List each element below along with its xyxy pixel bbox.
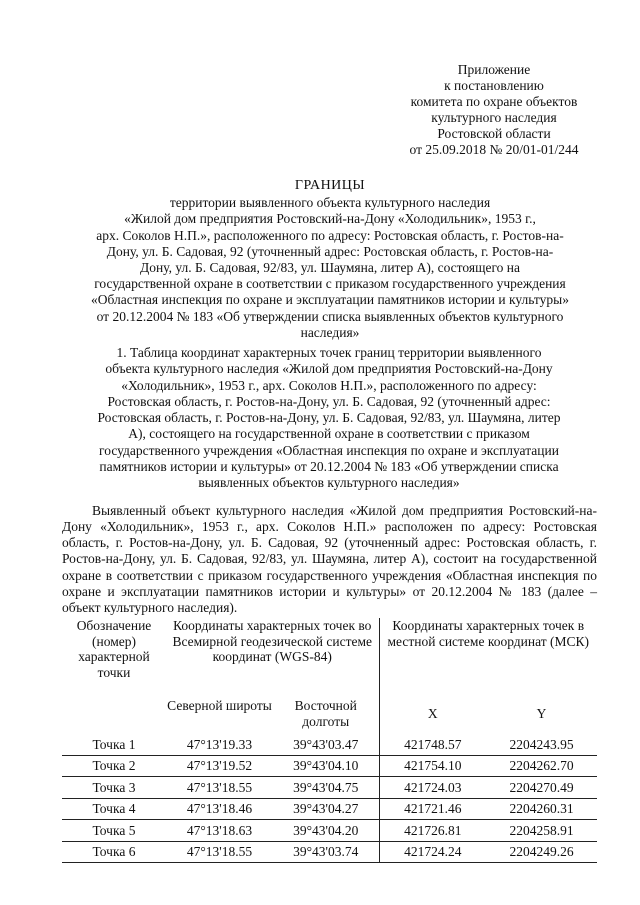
cell-y: 2204243.95 (486, 734, 597, 755)
cell-y: 2204260.31 (486, 798, 597, 820)
cell-lon: 39°43'03.74 (273, 841, 379, 863)
table-row (62, 798, 597, 820)
cell-y: 2204258.91 (486, 820, 597, 842)
cell-lon: 39°43'04.75 (273, 777, 379, 799)
subheader-x: X (379, 694, 486, 734)
table-row (62, 734, 597, 755)
table-row (62, 755, 597, 777)
section-line: государственного учреждения «Областная инспекция по охране и эксплуатации (99, 442, 559, 458)
cell-lon: 39°43'03.47 (273, 734, 379, 755)
header-point: Обозначение (номер) характерной точки (76, 618, 152, 680)
coordinates-table (62, 618, 597, 863)
section-line: памятников истории и культуры» от 20.12.2004 № 183 «Об утверждении списка (99, 459, 559, 475)
cell-lat: 47°13'18.55 (166, 841, 273, 863)
title-line: Дону, ул. Б. Садовая, 92 (уточненный адрес: Ростовская область, г. Ростов-на- (106, 243, 554, 259)
title-line: государственной охране в соответствии с приказом государственного учреждения (94, 276, 566, 292)
section-line: Ростовская область, г. Ростов-на-Дону, ул. Б. Садовая, 92/83, ул. Шаумяна, литер (97, 410, 561, 426)
title-line: «Жилой дом предприятия Ростовский-на-Дону «Холодильник», 1953 г., (124, 211, 536, 227)
cell-x: 421754.10 (379, 755, 486, 777)
cell-lon: 39°43'04.20 (273, 820, 379, 842)
cell-x: 421724.03 (379, 777, 486, 799)
table-row (62, 841, 597, 863)
title-line: от 20.12.2004 № 183 «Об утверждении списка выявленных объектов культурного (96, 308, 564, 324)
cell-point: Точка 3 (62, 777, 166, 799)
cell-point: Точка 1 (62, 734, 166, 755)
header-wgs: Координаты характерных точек во Всемирной геодезической системе координат (WGS-84) (172, 618, 372, 664)
annex-line: к постановлению (444, 78, 544, 93)
section-line: выявленных объектов культурного наследия» (198, 475, 460, 491)
header-msk: Координаты характерных точек в местной системе координат (МСК) (379, 618, 597, 694)
title-line: наследия» (300, 324, 360, 340)
cell-y: 2204262.70 (486, 755, 597, 777)
section-line: «Холодильник», 1953 г., арх. Соколов Н.П.», расположенного по адресу: (121, 377, 537, 393)
body-paragraph: Выявленный объект культурного наследия «Жилой дом предприятия Ростовский-на-Дону «Холодильник», 1953 г., арх. Соколов Н.П.» расположен по адресу: Ростовская область, г. Ростов-на-Дону, ул. Б. Садовая, 92 (уточненный адрес: Ростовская область, г. Ростов-на-Дону, ул. Б. Садовая, 92/83, ул. Шаумяна, литер А), состоит на государственной охране в соответствии с приказом государственного учреждения «Областная инспекция по охране и эксплуатации памятников истории и культуры» от 20.12.2004 № 183 (далее – объект культурного наследия). (62, 502, 597, 616)
annex-line: комитета по охране объектов (410, 94, 578, 109)
section-heading (62, 345, 596, 492)
title-line: «Областная инспекция по охране и эксплуатации памятников истории и культуры» (91, 292, 569, 308)
cell-lat: 47°13'19.33 (166, 734, 273, 755)
title-heading: ГРАНИЦЫ (294, 178, 366, 193)
title-line: арх. Соколов Н.П.», расположенного по адресу: Ростовская область, г. Ростов-на- (96, 227, 564, 243)
annex-header (396, 62, 592, 158)
table-header-row (62, 618, 597, 694)
annex-line: Ростовской области (437, 126, 551, 141)
subheader-lat: Северной широты (167, 698, 272, 713)
cell-point: Точка 5 (62, 820, 166, 842)
annex-line: от 25.09.2018 № 20/01-01/244 (409, 142, 579, 157)
cell-lat: 47°13'19.52 (166, 755, 273, 777)
cell-lat: 47°13'18.46 (166, 798, 273, 820)
table-row (62, 820, 597, 842)
table-row (62, 777, 597, 799)
section-line: Ростовская область, г. Ростов-на-Дону, ул. Б. Садовая, 92 (уточненный адрес: (107, 393, 551, 409)
document-title (62, 178, 598, 341)
section-line: А), состоящего на государственной охране в соответствии с приказом (128, 426, 530, 442)
subheader-lon: Восточной долготы (294, 698, 357, 729)
cell-y: 2204270.49 (486, 777, 597, 799)
table-subheader-row (62, 694, 597, 734)
cell-point: Точка 6 (62, 841, 166, 863)
cell-point: Точка 2 (62, 755, 166, 777)
section-line: объекта культурного наследия «Жилой дом предприятия Ростовский-на-Дону (105, 361, 553, 377)
annex-line: Приложение (457, 62, 531, 77)
cell-x: 421721.46 (379, 798, 486, 820)
cell-lon: 39°43'04.27 (273, 798, 379, 820)
cell-x: 421724.24 (379, 841, 486, 863)
cell-lat: 47°13'18.63 (166, 820, 273, 842)
cell-point: Точка 4 (62, 798, 166, 820)
title-line: Дону, ул. Б. Садовая, 92/83, ул. Шаумяна, литер А), состоящего на (140, 260, 520, 276)
cell-y: 2204249.26 (486, 841, 597, 863)
cell-x: 421726.81 (379, 820, 486, 842)
cell-lat: 47°13'18.55 (166, 777, 273, 799)
annex-line: культурного наследия (431, 110, 557, 125)
cell-x: 421748.57 (379, 734, 486, 755)
cell-lon: 39°43'04.10 (273, 755, 379, 777)
section-line: 1. Таблица координат характерных точек границ территории выявленного (116, 345, 542, 360)
title-line: территории выявленного объекта культурного наследия (169, 195, 491, 211)
subheader-y: Y (536, 706, 547, 722)
